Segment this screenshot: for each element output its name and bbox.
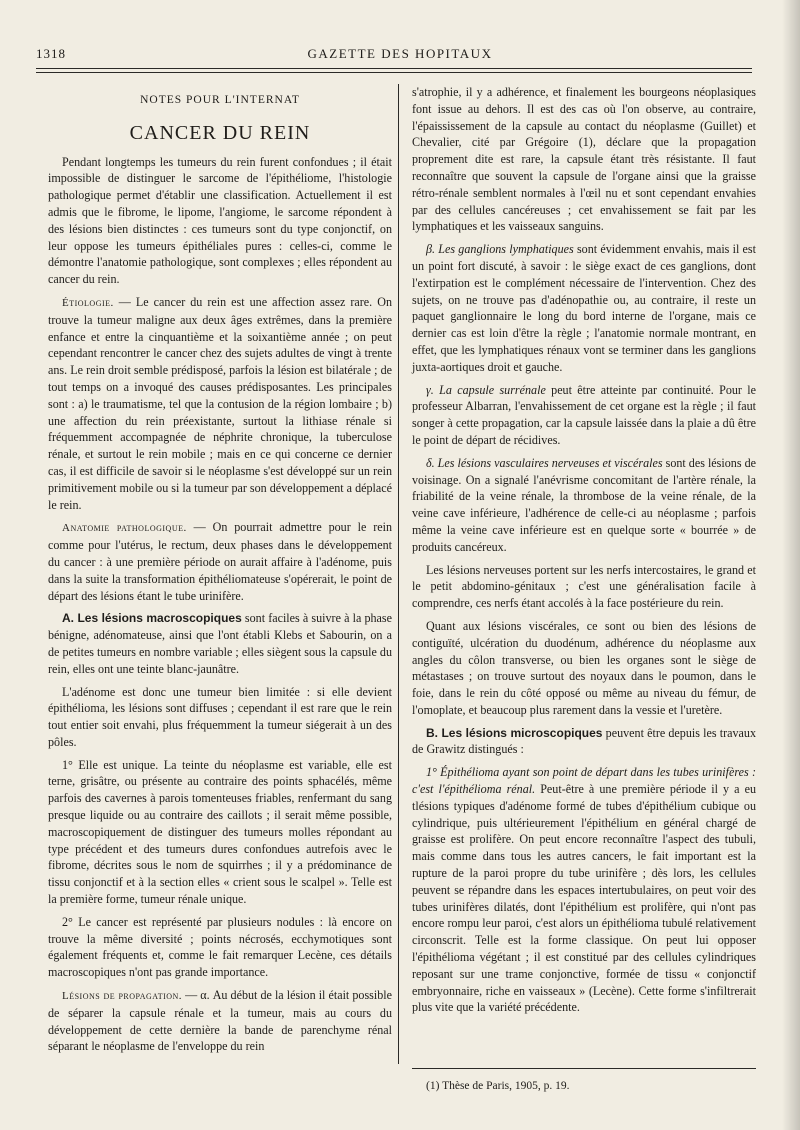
- page-edge-shadow: [782, 0, 800, 1130]
- paragraph: [412, 562, 756, 612]
- paragraph: [48, 610, 392, 677]
- paragraph-lead: Lésions de propagation.: [62, 990, 183, 1003]
- running-head: [0, 46, 800, 66]
- paragraph-lead-italic: γ. La capsule surrénale: [426, 382, 546, 397]
- paragraph-text: — α. Au début de la lésion il était possible de séparer la capsule rénale et la tumeur, mais au cours du développement de cette dernière la bande de parenchyme rénal séparant le néoplasme de l'enveloppe du rein: [48, 988, 392, 1054]
- paragraph-lead: Anatomie pathologique.: [62, 522, 187, 535]
- paragraph-lead-italic: 1° Épithélioma ayant son point de départ dans les tubes urinifères : c'est l'épithélioma rénal.: [412, 765, 756, 797]
- page-number: 1318: [36, 46, 66, 61]
- paragraph-text: peut être atteinte par continuité. Pour le professeur Albarran, l'envahissement de cet organe est la règle ; il faut songer à cette propagation, car la capsule laissée dans la plaie a dû être le point de départ de récidives.: [412, 382, 756, 447]
- paragraph: [48, 914, 392, 981]
- paragraph: [412, 455, 756, 556]
- article-title: CANCER DU REIN: [129, 121, 311, 144]
- paragraph: [412, 84, 756, 235]
- paragraph-text: sont faciles à suivre à la phase bénigne, adénomateuse, ainsi que l'ont établi Klebs et Sabourin, on a de petites tumeurs en nombre variable ; elles siègent sous la capsule du rein, elles ont une teinte blanc-jaunâtre.: [48, 611, 392, 676]
- paragraph-text: Peut-être à une première période il y a eu tlésions typiques d'adénome formé de tubes d'épithélium cubique ou cylindrique, puis ultérieurement l'épithélium en général chargé de graisse est prolifère. On peut encore reconnaître l'aspect des tubuli, mais comme dans tous les autres cancers, le fait important est la rupture de la paroi propre du tube urinifère ; dès lors, les cellules peuvent se répandre dans les espaces intertubulaires, on peut voir des tubes urinifères dilatés, dont l'épithélium est prolifère, qui n'ont pas encore rompu leur paroi, c'est alors un épithélioma tubulé relativement circonscrit. Telle est la forme classique. On peut lui opposer l'épithélioma végétant ; il est constitué par des cellules cylindriques reposant sur une trame conjonctive, formée de tissu « conjonctif embryonnaire, riche en vaisseaux » (Lecène). Cette forme s'infiltrerait plus vite que la variété précédente.: [412, 782, 756, 1015]
- right-column: [412, 84, 756, 1022]
- paragraph: [48, 294, 392, 513]
- paragraph-text: L'adénome est donc une tumeur bien limitée : si elle devient épithélioma, les lésions sont diffuses ; cependant il est rare que le rein tout entier soit envahi, plus fréquemment la tumeur siégerait à un des pôles.: [48, 684, 392, 749]
- left-column: [48, 84, 392, 1061]
- subsection-heading: B. Les lésions microscopiques: [426, 725, 603, 740]
- paragraph-text: 1° Elle est unique. La teinte du néoplasme est variable, elle est terne, grisâtre, ou présente au contraire des points sphacélés, même parfois des cavernes à parois tomenteuses friables, renfermant du sang presque liquide ou au contraire des caillots ; il serait même possible, macroscopiquement de distinguer des tumeurs molles répondant au type précédent et des tumeurs dures confondues autrefois avec le fibrome, décrites sous le nom de squirrhes ; il y a prédominance de tissu conjonctif et à la section elles « crient sous le scalpel ». Telle est la première forme, tumeur rénale unique.: [48, 757, 392, 907]
- footnote-rule: [412, 1068, 756, 1069]
- paragraph-text: — Le cancer du rein est une affection assez rare. On trouve la tumeur maligne aux deux âges extrêmes, dans la première enfance et entre la cinquantième et la soixantième année ; on peut cependant rencontrer le cancer chez des sujets adultes de vingt à trente ans. Le rein droit semble prédisposé, parfois la lésion est bilatérale ; de tout temps on a invoqué des causes prédisposantes. Les principales sont : a) le traumatisme, tel que la contusion de la région lombaire ; b) une affection du rein préexistante, surtout la lithiase rénale si fréquemment accompagnée de néphrite chronique, la tuberculose rénale, et surtout le rein mobile ; mais en ce qui concerne ce dernier cas, il est difficile de savoir si le néoplasme s'est développé sur un rein primitivement mobile ou si la tumeur par son développement a déplacé le rein.: [48, 294, 392, 512]
- paragraph-lead-italic: β. Les ganglions lymphatiques: [426, 242, 574, 257]
- paragraph-text: Les lésions nerveuses portent sur les nerfs intercostaires, le grand et le petit abdomino-génitaux ; c'est une généralisation facile à comprendre, ces nerfs étant accolés à la face postérieure du rein.: [412, 562, 756, 611]
- paragraph: [48, 757, 392, 908]
- paragraph-lead: Étiologie.: [62, 296, 114, 309]
- paragraph-text: — On pourrait admettre pour le rein comme pour l'utérus, le rectum, deux phases dans le développement du cancer : à une première période on aurait affaire à l'adénome, puis dans la suite la transformation épithéliomateuse s'opérerait, le point de départ des lésions étant le tube urinifère.: [48, 520, 393, 603]
- paragraph: [412, 241, 756, 375]
- paragraph-lead-italic: δ. Les lésions vasculaires nerveuses et viscérales: [426, 455, 663, 470]
- paragraph-text: peuvent être depuis les travaux de Grawitz distingués :: [412, 725, 756, 757]
- header-rule-thin: [36, 72, 752, 73]
- section-kicker: NOTES POUR L'INTERNAT: [140, 94, 300, 106]
- paragraph: [48, 519, 392, 604]
- column-divider: [398, 84, 399, 1064]
- paragraph-text: sont des lésions de voisinage. On a signalé l'anévrisme concomitant de l'artère rénale, la friabilité de la veine rénale, la thrombose de la veine rénale, de la veine cave inférieure, l'adhérence de celle-ci au néoplasme ; parfois même la veine cave inférieure est en quelque sorte « bourrée » de produits cancéreux.: [412, 455, 756, 554]
- paragraph-text: sont évidemment envahis, mais il est un point fort discuté, à savoir : le siège exact de ces ganglions, dont l'extirpation est le complément nécessaire de l'intervention. Chez des sujets, on ne trouve pas d'adénopathie ou, au contraire, il reste un paquet ganglionnaire le long du bord interne de l'organe, mais ce dernier cas est loin d'être la règle ; l'anatomie normale montrant, en effet, que les lymphatiques rénaux vont se terminer dans les ganglions juxta-aortiques droit et gauche.: [412, 242, 756, 374]
- header-rule: [36, 68, 752, 69]
- paragraph: [48, 684, 392, 751]
- paragraph-text: 2° Le cancer est représenté par plusieurs nodules : là encore on trouve la même diversité ; points nécrosés, ecchymotiques sont également fréquents et, comme le fait remarquer Lecène, ces détails macroscopiques n'ont pas grande importance.: [48, 914, 392, 980]
- paragraph: [48, 154, 392, 288]
- right-column-body: [412, 84, 756, 1016]
- footnote: (1) Thèse de Paris, 1905, p. 19.: [426, 1080, 570, 1092]
- paragraph: [412, 618, 756, 719]
- subsection-heading: A. Les lésions macroscopiques: [62, 611, 242, 626]
- paragraph: [48, 987, 392, 1055]
- paragraph: [412, 725, 756, 759]
- left-column-body: [48, 154, 392, 1056]
- paragraph: [412, 764, 756, 1016]
- journal-title: GAZETTE DES HOPITAUX: [307, 46, 493, 61]
- paragraph: [412, 382, 756, 449]
- paragraph-text: s'atrophie, il y a adhérence, et finalement les bourgeons néoplasiques font issue au dehors. Il est des cas où l'on observe, au contraire, l'épaississement de la capsule au contact du néoplasme (Guillet) et Chevalier, cité par Grégoire (1), déclare que la propagation proprement dite est rare, la capsule étant très résistante. Il faut reconnaître que souvent la capsule de l'organe ainsi que la graisse rétro-rénale semblent normales à l'œil nu et sont cependant envahies par des cellules cancéreuses ; cet envahissement se fait par les lymphatiques et les vaisseaux sanguins.: [412, 85, 756, 234]
- paragraph-text: Quant aux lésions viscérales, ce sont ou bien des lésions de contiguïté, ulcération du duodénum, adhérence du néoplasme aux angles du côlon transverse, ou bien les organes sont le siège de métastases ; on trouve surtout des noyaux dans le poumon, dans le foie, dans le rein du côté opposé ou même au niveau du fémur, de l'omoplate, et beaucoup plus rarement dans la vessie et l'uretère.: [412, 618, 756, 717]
- paragraph-text: Pendant longtemps les tumeurs du rein furent confondues ; il était impossible de distinguer le sarcome de l'épithéliome, l'histologie pathologique permet d'établir une classification. Actuellement il est admis que le fibrome, le lipome, l'angiome, le sarcome répondent à des lésions bien distinctes : ces tumeurs sont du type conjonctif, on leur oppose les tumeurs épithéliales pures : celles-ci, comme le démontre l'anatomie pathologique, sont complexes ; elles répondent au cancer du rein.: [48, 154, 392, 287]
